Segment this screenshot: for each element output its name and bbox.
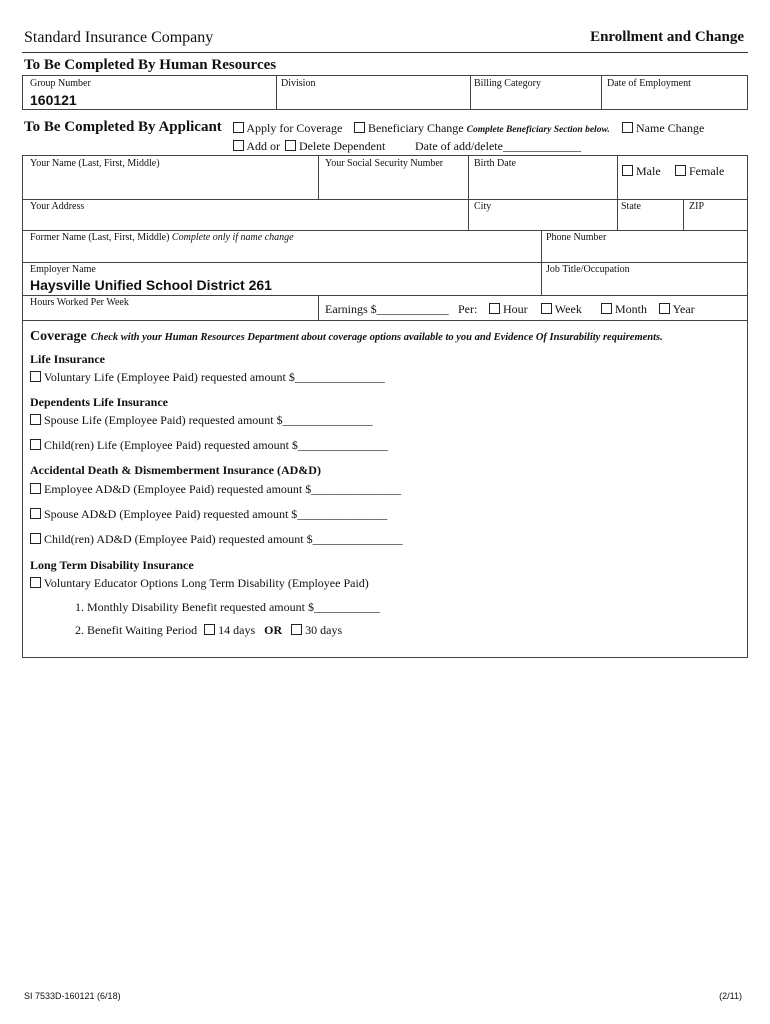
billing-category-label: Billing Category <box>474 78 541 89</box>
spouse-life-checkbox[interactable] <box>30 414 41 425</box>
ltd-heading: Long Term Disability Insurance <box>30 558 194 572</box>
apply-coverage-option[interactable] <box>233 121 342 136</box>
applicant-fields-box <box>22 155 748 296</box>
name-change-option[interactable] <box>622 121 704 136</box>
add-heading: Accidental Death & Dismemberment Insurance (AD&D) <box>30 463 321 477</box>
phone-label: Phone Number <box>546 232 607 243</box>
employer-label: Employer Name <box>30 264 96 275</box>
female-label: Female <box>689 164 725 178</box>
add-dependent-checkbox[interactable] <box>233 140 244 151</box>
zip-label: ZIP <box>689 201 704 212</box>
city-label: City <box>474 201 492 212</box>
life-insurance-heading: Life Insurance <box>30 352 105 366</box>
beneficiary-change-label: Beneficiary Change <box>368 121 464 135</box>
waiting-period-row <box>75 623 342 638</box>
name-change-checkbox[interactable] <box>622 122 633 133</box>
address-label: Your Address <box>30 201 85 212</box>
page-number: (2/11) <box>719 991 742 1001</box>
beneficiary-change-checkbox[interactable] <box>354 122 365 133</box>
monthly-benefit-field[interactable]: 1. Monthly Disability Benefit requested amount $___________ <box>75 600 380 614</box>
former-name-note: Complete only if name change <box>171 232 294 243</box>
spouse-life-option[interactable] <box>30 413 373 428</box>
add-dependent-option[interactable] <box>233 139 280 154</box>
male-option[interactable] <box>622 164 661 179</box>
per-week-option[interactable] <box>541 302 582 317</box>
hours-worked-label: Hours Worked Per Week <box>30 297 129 308</box>
earnings-field[interactable]: Earnings $____________ <box>325 302 449 316</box>
spouse-life-label: Spouse Life (Employee Paid) requested amount $_______________ <box>44 413 373 427</box>
week-label: Week <box>554 302 582 316</box>
employer-name-field[interactable]: Haysville Unified School District 261 <box>30 277 272 293</box>
delete-dependent-option[interactable] <box>285 139 385 154</box>
apply-coverage-checkbox[interactable] <box>233 122 244 133</box>
add-or-label: Add or <box>246 139 281 153</box>
coverage-title-row <box>30 327 663 345</box>
female-checkbox[interactable] <box>675 165 686 176</box>
spouse-add-label: Spouse AD&D (Employee Paid) requested amount $_______________ <box>44 507 388 521</box>
child-life-checkbox[interactable] <box>30 439 41 450</box>
per-hour-option[interactable] <box>489 302 528 317</box>
hours-earnings-box <box>22 295 748 321</box>
your-name-label: Your Name (Last, First, Middle) <box>30 158 160 169</box>
child-add-option[interactable] <box>30 532 403 547</box>
child-add-label: Child(ren) AD&D (Employee Paid) requested amount $_______________ <box>44 532 403 546</box>
voluntary-ltd-option[interactable] <box>30 576 369 591</box>
coverage-note: Check with your Human Resources Department about coverage options available to you and Evidence Of Insurability requirements. <box>90 332 663 343</box>
delete-dependent-checkbox[interactable] <box>285 140 296 151</box>
header-divider <box>22 52 748 53</box>
date-of-employment-label: Date of Employment <box>607 78 691 89</box>
or-label: OR <box>264 623 283 637</box>
form-code: SI 7533D-160121 (6/18) <box>24 991 121 1001</box>
employee-add-option[interactable] <box>30 482 401 497</box>
hour-checkbox[interactable] <box>489 303 500 314</box>
per-label: Per: <box>458 302 478 316</box>
group-number-label: Group Number <box>30 78 91 89</box>
former-name-label: Former Name (Last, First, Middle) <box>30 232 170 243</box>
voluntary-life-option[interactable] <box>30 370 385 385</box>
waiting-period-label: 2. Benefit Waiting Period <box>75 623 198 637</box>
month-label: Month <box>615 302 648 316</box>
beneficiary-note: Complete Beneficiary Section below. <box>466 125 610 135</box>
employee-add-checkbox[interactable] <box>30 483 41 494</box>
per-year-option[interactable] <box>659 302 695 317</box>
division-label: Division <box>281 78 316 89</box>
male-label: Male <box>636 164 661 178</box>
male-checkbox[interactable] <box>622 165 633 176</box>
company-name: Standard Insurance Company <box>24 29 214 46</box>
state-label: State <box>621 201 641 212</box>
days30-checkbox[interactable] <box>291 624 302 635</box>
child-life-option[interactable] <box>30 438 388 453</box>
hr-fields-box <box>22 75 748 110</box>
voluntary-ltd-checkbox[interactable] <box>30 577 41 588</box>
apply-coverage-label: Apply for Coverage <box>246 121 343 135</box>
beneficiary-change-option[interactable] <box>354 121 610 136</box>
ssn-label: Your Social Security Number <box>325 158 444 169</box>
delete-dependent-label: Delete Dependent <box>299 139 386 153</box>
per-month-option[interactable] <box>601 302 647 317</box>
year-checkbox[interactable] <box>659 303 670 314</box>
birth-date-label: Birth Date <box>474 158 516 169</box>
spouse-add-checkbox[interactable] <box>30 508 41 519</box>
days14-label: 14 days <box>218 623 256 637</box>
year-label: Year <box>672 302 695 316</box>
hour-label: Hour <box>503 302 528 316</box>
week-checkbox[interactable] <box>541 303 552 314</box>
female-option[interactable] <box>675 164 724 179</box>
dependents-life-heading: Dependents Life Insurance <box>30 395 169 409</box>
applicant-section-title: To Be Completed By Applicant <box>24 119 222 135</box>
voluntary-ltd-label: Voluntary Educator Options Long Term Disability (Employee Paid) <box>43 576 369 590</box>
child-life-label: Child(ren) Life (Employee Paid) requested amount $_______________ <box>44 438 388 452</box>
coverage-box <box>22 320 748 658</box>
voluntary-life-label: Voluntary Life (Employee Paid) requested amount $_______________ <box>43 370 385 384</box>
name-change-label: Name Change <box>636 121 705 135</box>
child-add-checkbox[interactable] <box>30 533 41 544</box>
group-number-field[interactable]: 160121 <box>30 92 77 108</box>
month-checkbox[interactable] <box>601 303 612 314</box>
employee-add-label: Employee AD&D (Employee Paid) requested amount $_______________ <box>44 482 402 496</box>
days14-checkbox[interactable] <box>204 624 215 635</box>
coverage-title: Coverage <box>30 329 87 344</box>
hr-section-title: To Be Completed By Human Resources <box>24 57 277 73</box>
former-name-label-group <box>30 232 294 243</box>
voluntary-life-checkbox[interactable] <box>30 371 41 382</box>
days30-label: 30 days <box>305 623 343 637</box>
spouse-add-option[interactable] <box>30 507 387 522</box>
job-title-label: Job Title/Occupation <box>546 264 630 275</box>
date-add-delete-field[interactable]: Date of add/delete_____________ <box>415 139 581 153</box>
form-title: Enrollment and Change <box>590 29 744 45</box>
